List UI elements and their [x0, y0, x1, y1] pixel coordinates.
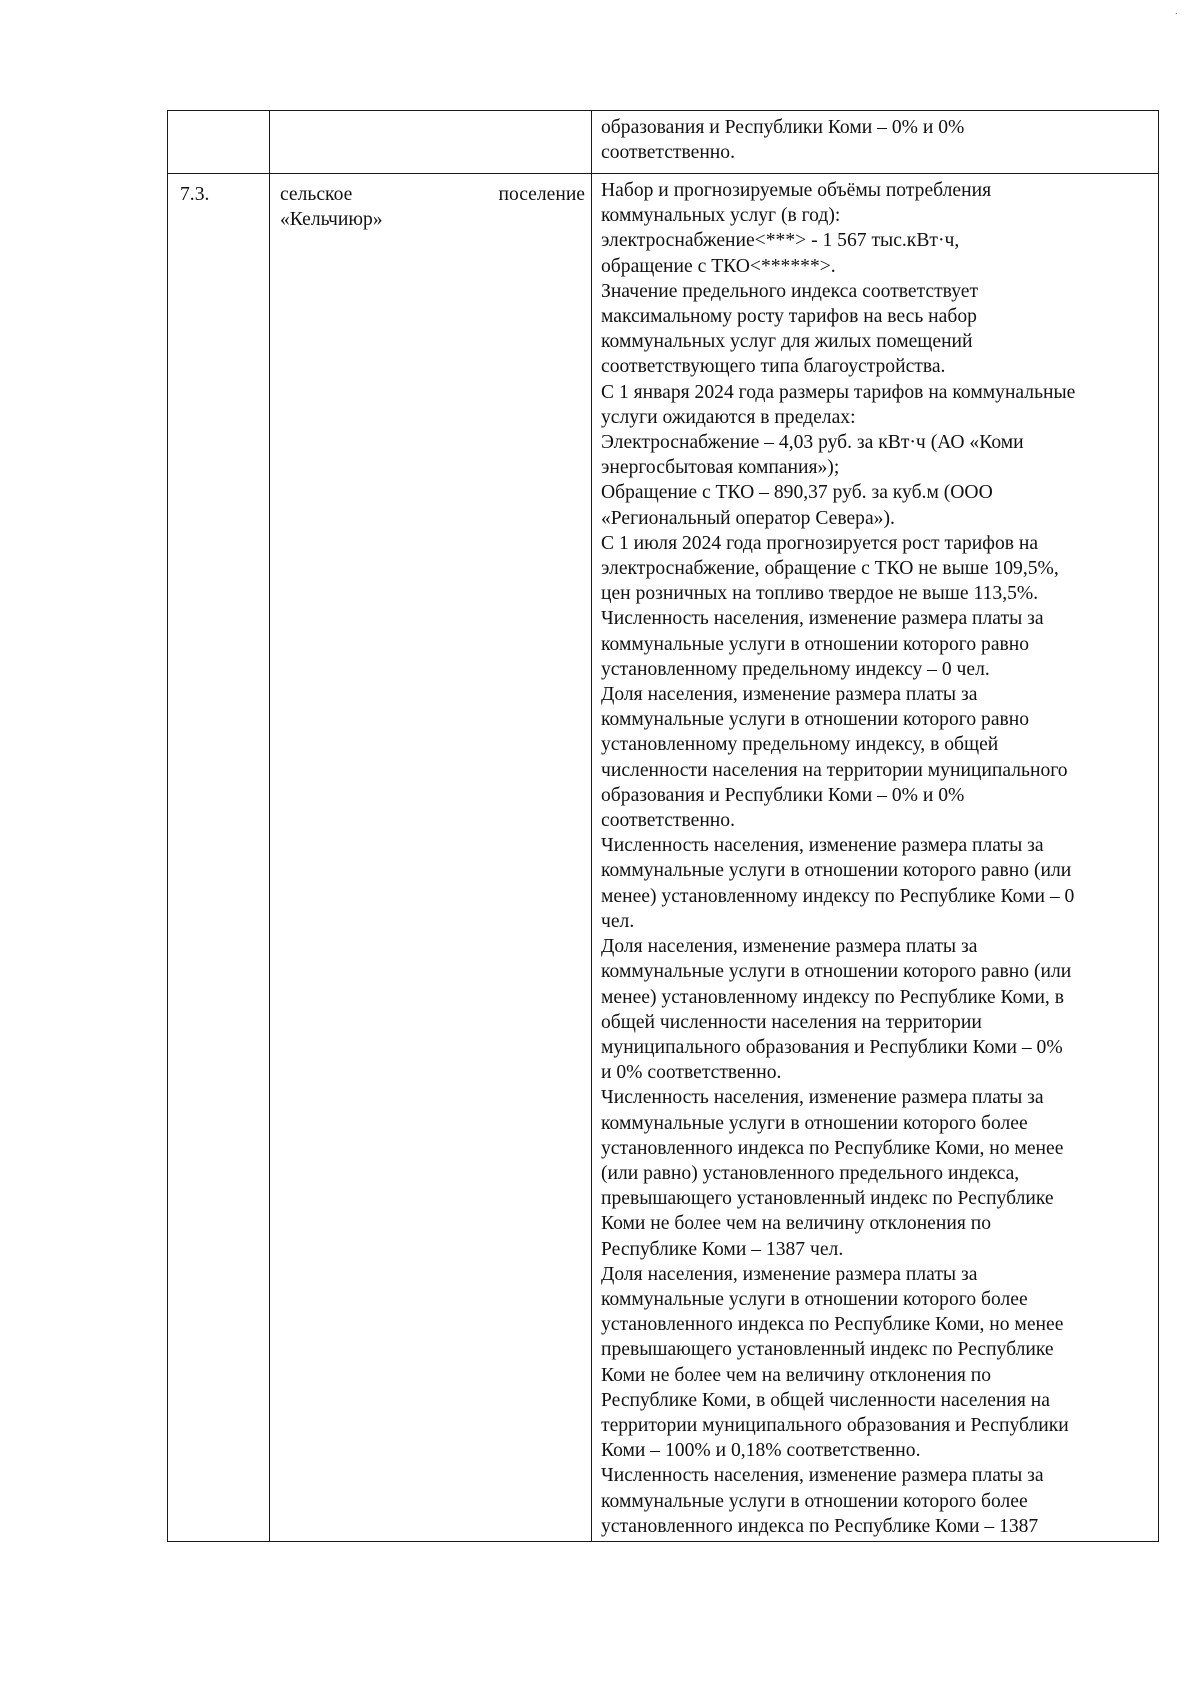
tariff-table — [167, 110, 1159, 1542]
cell-number-empty — [168, 111, 270, 174]
cell-description — [592, 111, 1159, 174]
municipality-word-1: сельское — [280, 184, 353, 205]
indicator-paragraph: Доля населения, изменение размера платы за коммунальные услуги в отношении которого равно (или менее) установленному индексу по Республике Коми, в общей численности населения на территории муниципального образования и Республики Коми – 0% и 0% соответственно. — [601, 936, 1072, 1084]
cell-number — [168, 174, 270, 1542]
municipality-name: «Кельчиюр» — [280, 209, 383, 231]
continuation-text: образования и Республики Коми – 0% и 0% соответственно. — [601, 117, 965, 164]
indicator-paragraph: Доля населения, изменение размера платы за коммунальные услуги в отношении которого равно установленному предельному индексу, в общей численности населения на территории муниципального образования и Республики Коми – 0% и 0% соответственно. — [601, 684, 1068, 832]
indicator-paragraph: С 1 июля 2024 года прогнозируется рост тарифов на электроснабжение, обращение с ТКО не выше 109,5%, цен розничных на топливо твердое не выше 113,5%. — [601, 532, 1059, 605]
indicator-paragraph: Набор и прогнозируемые объёмы потребления коммунальных услуг (в год): электроснабжение<***> - 1 567 тыс.кВт·ч, обращение с ТКО<******>. — [601, 180, 992, 277]
cell-indicators — [592, 174, 1159, 1542]
cell-municipality — [270, 174, 592, 1542]
indicator-paragraph: Численность населения, изменение размера платы за коммунальные услуги в отношении которого более установленного индекса по Республике Коми – 1387 — [601, 1465, 1044, 1537]
indicators-text — [592, 174, 1158, 1541]
indicator-paragraph: Доля населения, изменение размера платы за коммунальные услуги в отношении которого более установленного индекса по Республике Коми, но менее превышающего установленный индекс по Республике Коми не более чем на величину отклонения по Республике Коми, в общей численности населения на территории муниципального образования и Республики Коми – 100% и 0,18% соответственно. — [601, 1263, 1069, 1462]
row-number: 7.3. — [180, 184, 210, 205]
indicator-paragraph: Численность населения, изменение размера платы за коммунальные услуги в отношении которого более установленного индекса по Республике Коми, но менее (или равно) установленного предельного индекса, превышающего установленный индекс по Республике Коми не более чем на величину отклонения по Республике Коми – 1387 чел. — [601, 1087, 1064, 1260]
municipality-word-2: поселение — [498, 184, 585, 205]
indicator-paragraph: Численность населения, изменение размера платы за коммунальные услуги в отношении которого равно установленному предельному индексу – 0 чел. — [601, 608, 1044, 680]
indicator-paragraph: Численность населения, изменение размера платы за коммунальные услуги в отношении которого равно (или менее) установленному индексу по Республике Коми – 0 чел. — [601, 835, 1075, 932]
scan-mark: ˙ — [1174, 12, 1178, 23]
table-row-continuation — [168, 111, 1159, 174]
indicator-paragraph: С 1 января 2024 года размеры тарифов на коммунальные услуги ожидаются в пределах: Электроснабжение – 4,03 руб. за кВт·ч (АО «Коми энергосбытовая компания»); Обращение с ТКО – 890,37 руб. за куб.м (ООО «Региональный оператор Севера»). — [601, 381, 1076, 529]
indicator-paragraph: Значение предельного индекса соответствует максимальному росту тарифов на весь набор коммунальных услуг для жилых помещений соответствующего типа благоустройства. — [601, 280, 979, 378]
municipality-type — [280, 182, 585, 207]
table-row-7-3 — [168, 174, 1159, 1542]
cell-name-empty — [270, 111, 592, 174]
